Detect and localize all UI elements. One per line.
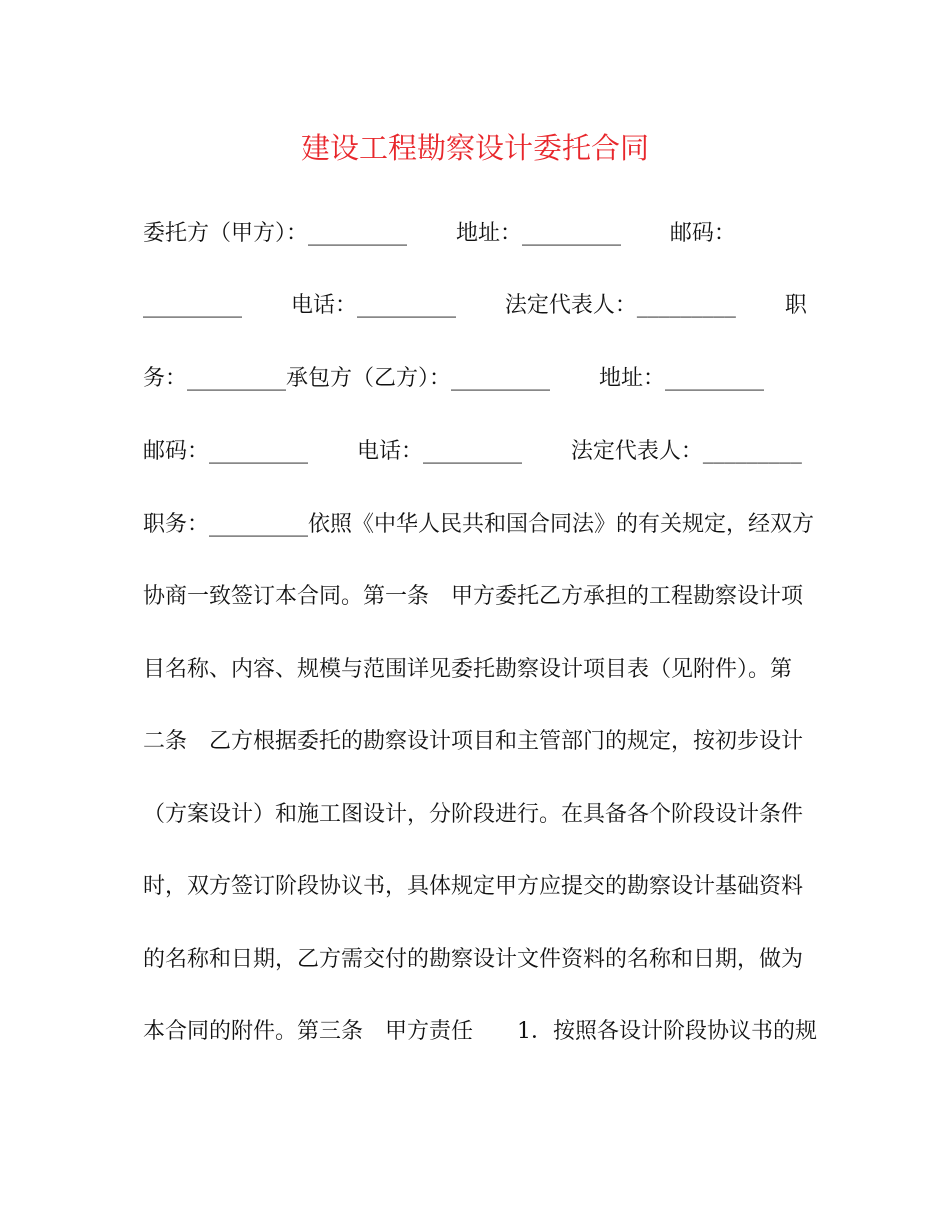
body-line-10: 时，双方签订阶段协议书，具体规定甲方应提交的勘察设计基础资料 bbox=[143, 874, 804, 899]
body-line-11: 的名称和日期，乙方需交付的勘察设计文件资料的名称和日期，做为 bbox=[143, 947, 804, 972]
body-line-2: _________ 电话：_________ 法定代表人：_________ 职 bbox=[143, 293, 807, 318]
body-line-3: 务：_________承包方（乙方）：_________ 地址：_________ bbox=[143, 366, 764, 391]
document-title: 建设工程勘察设计委托合同 bbox=[300, 131, 649, 165]
body-line-7: 目名称、内容、规模与范围详见委托勘察设计项目表（见附件）。第 bbox=[143, 657, 793, 682]
body-line-1: 委托方（甲方）：_________ 地址：_________ 邮码： bbox=[143, 221, 736, 246]
body-line-9: （方案设计）和施工图设计，分阶段进行。在具备各个阶段设计条件 bbox=[143, 802, 804, 827]
body-line-5: 职务：_________依照《中华人民共和国合同法》的有关规定，经双方 bbox=[143, 512, 815, 537]
body-line-8: 二条 乙方根据委托的勘察设计项目和主管部门的规定，按初步设计 bbox=[143, 729, 804, 754]
body-line-12: 本合同的附件。第三条 甲方责任 1．按照各设计阶段协议书的规 bbox=[143, 1019, 817, 1044]
body-line-6: 协商一致签订本合同。第一条 甲方委托乙方承担的工程勘察设计项 bbox=[143, 584, 804, 609]
body-line-4: 邮码：_________ 电话：_________ 法定代表人：_________ bbox=[143, 439, 802, 464]
